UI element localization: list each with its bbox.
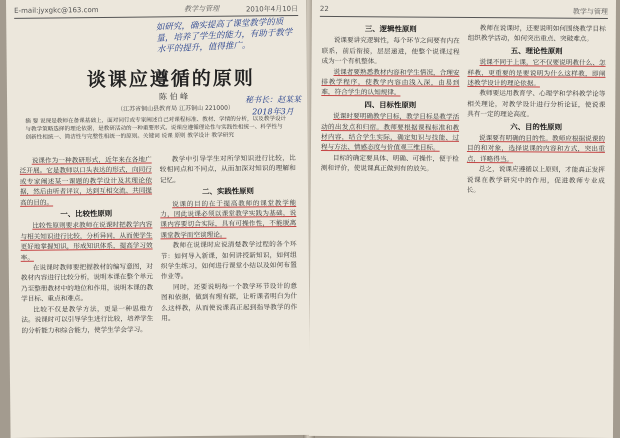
paragraph: 教师在说课时应说清楚教学过程的各个环节：如何导入新课，如何讲授新知识，如何组织学生练习，如何进行课堂小结以及如何布置作业等。 [160,240,297,281]
left-running-head [14,3,298,19]
paragraph: 说课时要明确教学目标，教学目标是教学活动的出发点和归宿。教师要根据课程标准和教材内容，结合学生实际，确定知识与技能、过程与方法、情感态度与价值观三维目标。 [320,112,460,153]
right-running-head [320,4,608,19]
paragraph: 说课要有明确的目的性。教师应根据说课的目的和对象，选择说课的内容和方式，突出重点，详略得当。 [466,134,606,164]
section-heading: 六、目的性原则 [510,121,563,132]
paragraph: 说课者要熟悉教材内容和学生情况，合理安排教学程序，使教学内容由浅入深，由易到难，符合学生的认知规律。 [321,67,460,97]
section-heading: 四、目标性原则 [364,100,417,110]
paragraph: 说课的目的在于提高教师的课堂教学能力，因此说课必须以课堂教学实践为基础，说课内容要切合实际，具有可操作性，不能脱离课堂教学而空谈理论。 [160,198,297,240]
section-heading: 二、实践性原则 [202,186,254,197]
header-journal: 教学与管理 [184,4,220,14]
paragraph: 目标的确定要具体、明确、可操作，便于检测和评价，使说课真正做到有的放矢。 [320,153,459,174]
right-column-1 [321,22,460,175]
left-page [6,0,311,438]
paragraph: 教师要运用教育学、心理学和学科教学论等相关理论，对教学设计进行分析论证，使说课具有一定的理论高度。 [467,89,606,119]
paragraph: 总之，说课应遵循以上原则，才能真正发挥说课在教学研究中的作用，促进教师专业成长。 [466,165,605,195]
section-heading: 五、理论性原则 [510,46,563,56]
article-affiliation: （江苏省铜山县教育局 江苏铜山 221000） [117,104,234,113]
paragraph: 说课不同于上课，它不仅要说明教什么、怎样教，更重要的是要说明为什么这样教，即阐述教学设计的理论依据。 [467,58,606,88]
handwritten-signature: 秘书长：赵某某 [245,94,302,105]
paragraph: 比较性原则要求教师在说课时把教学内容与相关知识进行比较，分析异同，从而使学生更好地掌握知识，形成知识体系，提高学习效率。 [20,220,153,262]
section-heading: 三、逻辑性原则 [364,24,417,34]
paragraph: 比较不仅是教学方法，更是一种思维方法。说课时可以引导学生进行比较，培养学生的分析能力和综合能力，使学生学会学习。 [21,304,154,335]
handwritten-date: 2018年3月 [252,106,294,117]
abstract: 摘 要 说课是教师在备课基础上，面对同行或专家阐述自己对课程标准、教材、学情的分析，以及教学设计与教学策略选择的理论依据，是教研活动的一种重要形式。说课应遵循理论性与实践性相统一、科学性与创新性相统一、简洁性与完整性相统一的原则。关键词 说课 原则 教学设计 教学研究 [25,116,287,141]
section-heading: 一、比较性原则 [60,208,113,219]
right-page [309,0,616,438]
header-journal-right: 教学与管理 [572,7,608,16]
paragraph: 在说课时教师要把握教材的编写意图，对教材内容进行比较分析，说明本课在整个单元乃至整册教材中的地位和作用，说明本课的教学目标、重点和难点。 [20,262,154,304]
paragraph: 教学中引导学生对所学知识进行比较，比较相同点和不同点，从而加深对知识的理解和记忆。 [159,153,296,185]
left-column-1 [20,154,154,335]
header-email: E-mail:jyxgkc@163.com [14,6,99,15]
article-title: 谈课应遵循的原则 [86,67,255,92]
paragraph: 教师在说课时，还要说明如何围绕教学目标组织教学活动，如何突出重点、突破难点。 [467,24,606,44]
page-number: 22 [319,4,329,13]
right-column-2 [467,23,606,196]
paragraph: 说课作为一种教研形式，近年来在各地广泛开展。它是教师以口头表达的形式，向同行或专家阐述某一课题的教学设计及其理论依据，然后由听者评议，达到互相交流、共同提高的目的。 [19,155,153,207]
left-column-2 [160,153,298,324]
handwritten-note: 如研究，确实提高了课堂教学的质量，培养了学生的能力，有助于教学水平的提升，值得推广。 [155,17,293,55]
paragraph: 说课要讲究逻辑性，每个环节之间要有内在联系，前后衔接，层层递进，使整个说课过程成为一个有机整体。 [321,36,460,66]
paragraph: 同时，还要说明每一个教学环节设计的意图和依据，做到有理有据，让听课者明白为什么这样教，从而使说课真正起到指导教学的作用。 [161,281,298,323]
header-date: 2010年4月10日 [245,4,299,14]
article-author: 陈 伯 峰 [158,92,189,102]
